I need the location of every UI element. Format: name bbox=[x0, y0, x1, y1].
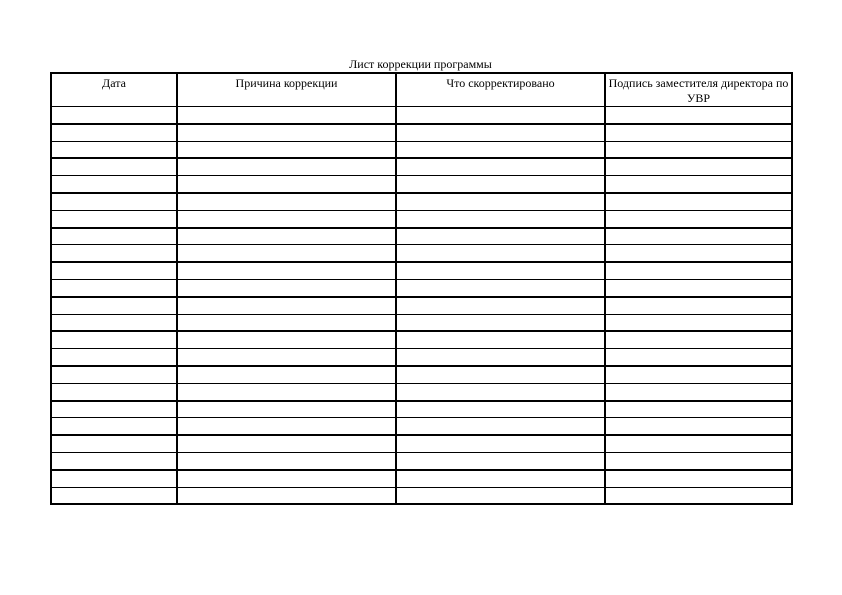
changes-cell bbox=[396, 124, 605, 141]
reason-cell bbox=[177, 210, 396, 227]
table-row bbox=[51, 279, 792, 296]
correction-log-table bbox=[50, 72, 793, 505]
reason-cell bbox=[177, 487, 396, 504]
changes-cell bbox=[396, 452, 605, 469]
table-row bbox=[51, 401, 792, 418]
table-row bbox=[51, 210, 792, 227]
signature-cell bbox=[605, 210, 792, 227]
date-cell bbox=[51, 228, 177, 245]
date-cell bbox=[51, 349, 177, 366]
signature-cell bbox=[605, 107, 792, 124]
date-cell bbox=[51, 401, 177, 418]
changes-cell bbox=[396, 349, 605, 366]
table-row bbox=[51, 141, 792, 158]
reason-cell bbox=[177, 228, 396, 245]
table-row bbox=[51, 383, 792, 400]
reason-cell bbox=[177, 124, 396, 141]
table-row bbox=[51, 158, 792, 175]
signature-cell bbox=[605, 176, 792, 193]
reason-cell bbox=[177, 401, 396, 418]
reason-cell bbox=[177, 193, 396, 210]
table-row bbox=[51, 262, 792, 279]
signature-cell bbox=[605, 297, 792, 314]
column-header-changes: Что скорректировано bbox=[396, 73, 605, 107]
date-cell bbox=[51, 297, 177, 314]
reason-cell bbox=[177, 383, 396, 400]
signature-cell bbox=[605, 158, 792, 175]
signature-cell bbox=[605, 262, 792, 279]
reason-cell bbox=[177, 452, 396, 469]
reason-cell bbox=[177, 331, 396, 348]
date-cell bbox=[51, 279, 177, 296]
signature-cell bbox=[605, 245, 792, 262]
table-row bbox=[51, 435, 792, 452]
changes-cell bbox=[396, 176, 605, 193]
reason-cell bbox=[177, 245, 396, 262]
signature-cell bbox=[605, 435, 792, 452]
table-row bbox=[51, 470, 792, 487]
signature-cell bbox=[605, 314, 792, 331]
table-row bbox=[51, 176, 792, 193]
date-cell bbox=[51, 158, 177, 175]
column-header-reason: Причина коррекции bbox=[177, 73, 396, 107]
reason-cell bbox=[177, 366, 396, 383]
reason-cell bbox=[177, 141, 396, 158]
table-row bbox=[51, 366, 792, 383]
table-header-row bbox=[51, 73, 792, 107]
changes-cell bbox=[396, 314, 605, 331]
date-cell bbox=[51, 452, 177, 469]
reason-cell bbox=[177, 279, 396, 296]
changes-cell bbox=[396, 193, 605, 210]
reason-cell bbox=[177, 297, 396, 314]
column-header-date: Дата bbox=[51, 73, 177, 107]
date-cell bbox=[51, 366, 177, 383]
signature-cell bbox=[605, 366, 792, 383]
changes-cell bbox=[396, 141, 605, 158]
date-cell bbox=[51, 435, 177, 452]
reason-cell bbox=[177, 158, 396, 175]
date-cell bbox=[51, 124, 177, 141]
date-cell bbox=[51, 383, 177, 400]
changes-cell bbox=[396, 487, 605, 504]
signature-cell bbox=[605, 228, 792, 245]
table-row bbox=[51, 487, 792, 504]
signature-cell bbox=[605, 331, 792, 348]
changes-cell bbox=[396, 418, 605, 435]
date-cell bbox=[51, 487, 177, 504]
signature-cell bbox=[605, 279, 792, 296]
changes-cell bbox=[396, 383, 605, 400]
changes-cell bbox=[396, 262, 605, 279]
changes-cell bbox=[396, 245, 605, 262]
reason-cell bbox=[177, 176, 396, 193]
reason-cell bbox=[177, 435, 396, 452]
signature-cell bbox=[605, 452, 792, 469]
table-row bbox=[51, 297, 792, 314]
reason-cell bbox=[177, 107, 396, 124]
changes-cell bbox=[396, 279, 605, 296]
changes-cell bbox=[396, 435, 605, 452]
date-cell bbox=[51, 245, 177, 262]
changes-cell bbox=[396, 401, 605, 418]
table-body bbox=[51, 107, 792, 505]
date-cell bbox=[51, 193, 177, 210]
date-cell bbox=[51, 331, 177, 348]
changes-cell bbox=[396, 210, 605, 227]
signature-cell bbox=[605, 383, 792, 400]
date-cell bbox=[51, 418, 177, 435]
date-cell bbox=[51, 262, 177, 279]
signature-cell bbox=[605, 470, 792, 487]
changes-cell bbox=[396, 297, 605, 314]
reason-cell bbox=[177, 262, 396, 279]
table-row bbox=[51, 193, 792, 210]
table-row bbox=[51, 107, 792, 124]
table-row bbox=[51, 349, 792, 366]
date-cell bbox=[51, 176, 177, 193]
date-cell bbox=[51, 107, 177, 124]
reason-cell bbox=[177, 470, 396, 487]
reason-cell bbox=[177, 314, 396, 331]
date-cell bbox=[51, 210, 177, 227]
signature-cell bbox=[605, 349, 792, 366]
reason-cell bbox=[177, 349, 396, 366]
signature-cell bbox=[605, 124, 792, 141]
date-cell bbox=[51, 141, 177, 158]
table-row bbox=[51, 331, 792, 348]
date-cell bbox=[51, 314, 177, 331]
document-title: Лист коррекции программы bbox=[349, 57, 492, 71]
signature-cell bbox=[605, 418, 792, 435]
changes-cell bbox=[396, 331, 605, 348]
table-row bbox=[51, 452, 792, 469]
changes-cell bbox=[396, 470, 605, 487]
signature-cell bbox=[605, 401, 792, 418]
changes-cell bbox=[396, 228, 605, 245]
signature-cell bbox=[605, 193, 792, 210]
changes-cell bbox=[396, 158, 605, 175]
column-header-signature: Подпись заместителя директора по УВР bbox=[605, 73, 792, 107]
table-row bbox=[51, 418, 792, 435]
signature-cell bbox=[605, 141, 792, 158]
reason-cell bbox=[177, 418, 396, 435]
changes-cell bbox=[396, 366, 605, 383]
table-row bbox=[51, 228, 792, 245]
table-row bbox=[51, 314, 792, 331]
changes-cell bbox=[396, 107, 605, 124]
table-row bbox=[51, 124, 792, 141]
signature-cell bbox=[605, 487, 792, 504]
table-row bbox=[51, 245, 792, 262]
date-cell bbox=[51, 470, 177, 487]
